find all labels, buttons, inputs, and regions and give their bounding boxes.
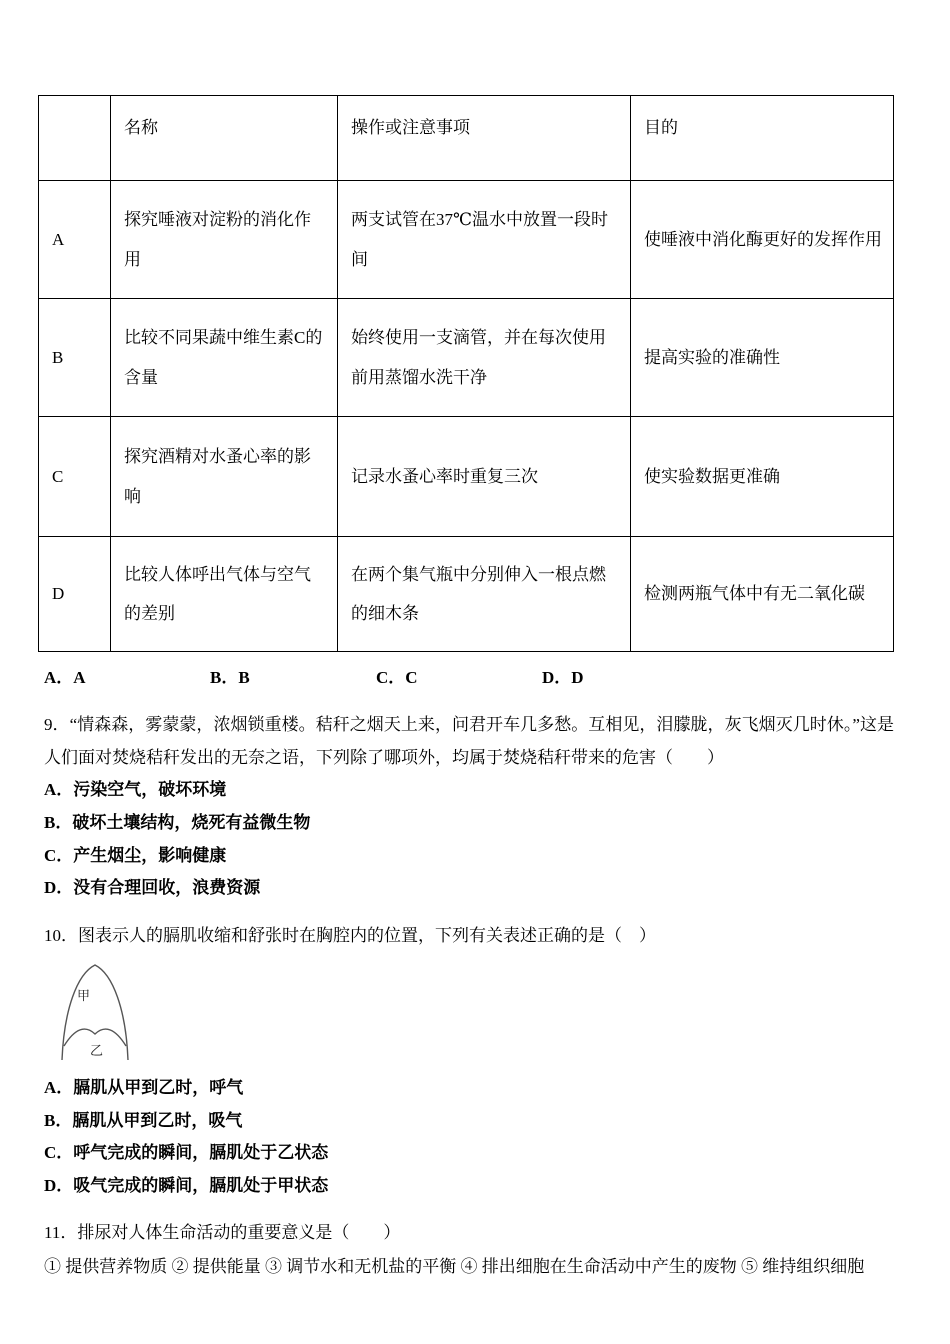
answer-choice-row [44, 662, 894, 694]
question-11-items: ① 提供营养物质 ② 提供能量 ③ 调节水和无机盐的平衡 ④ 排出细胞在生命活动中产生的废物 ⑤ 维持组织细胞 [44, 1256, 865, 1276]
row-name: 探究酒精对水蚤心率的影响 [111, 417, 338, 537]
row-name: 比较人体呼出气体与空气的差别 [111, 537, 338, 652]
table-row [39, 417, 894, 537]
header-name-cell: 名称 [111, 96, 338, 181]
question-10-text: 10．图表示人的膈肌收缩和舒张时在胸腔内的位置，下列有关表述正确的是（ ） [44, 925, 656, 945]
question-9 [44, 708, 894, 905]
row-label: D [39, 537, 111, 652]
experiment-table [38, 95, 894, 652]
row-label: A [39, 181, 111, 299]
header-purpose-cell: 目的 [631, 96, 894, 181]
answer-choice: C．C [376, 668, 418, 687]
header-operation-cell: 操作或注意事项 [338, 96, 631, 181]
row-operation: 两支试管在37℃温水中放置一段时间 [338, 181, 631, 299]
row-operation: 在两个集气瓶中分别伸入一根点燃的细木条 [338, 537, 631, 652]
diagram-label-yi: 乙 [90, 1042, 104, 1058]
row-purpose: 提高实验的准确性 [631, 299, 894, 417]
row-label: B [39, 299, 111, 417]
table-header-row [39, 96, 894, 181]
table-row [39, 299, 894, 417]
row-name: 探究唾液对淀粉的消化作用 [111, 181, 338, 299]
question-10 [44, 919, 894, 1203]
question-9-option-d: D．没有合理回收，浪费资源 [44, 878, 261, 898]
header-blank-cell [39, 96, 111, 181]
row-operation: 始终使用一支滴管，并在每次使用前用蒸馏水洗干净 [338, 299, 631, 417]
answer-choice: A．A [44, 668, 86, 687]
diagram-label-jia: 甲 [77, 987, 91, 1003]
diaphragm-diagram [50, 958, 894, 1070]
row-label: C [39, 417, 111, 537]
question-11 [44, 1216, 894, 1282]
row-name: 比较不同果蔬中维生素C的含量 [111, 299, 338, 417]
row-purpose: 使实验数据更准确 [631, 417, 894, 537]
answer-choice: B．B [210, 668, 250, 687]
row-purpose: 检测两瓶气体中有无二氧化碳 [631, 537, 894, 652]
diaphragm-diagram-svg [50, 958, 140, 1068]
question-9-option-a: A．污染空气，破坏环境 [44, 780, 227, 800]
row-operation: 记录水蚤心率时重复三次 [338, 417, 631, 537]
question-10-option-b: B．膈肌从甲到乙时，吸气 [44, 1110, 243, 1130]
question-11-text: 11．排尿对人体生命活动的重要意义是（ ） [44, 1223, 401, 1243]
row-purpose: 使唾液中消化酶更好的发挥作用 [631, 181, 894, 299]
question-9-option-c: C．产生烟尘，影响健康 [44, 845, 227, 865]
question-10-option-a: A．膈肌从甲到乙时，呼气 [44, 1077, 244, 1097]
question-9-option-b: B．破坏土壤结构，烧死有益微生物 [44, 812, 311, 832]
table-row [39, 537, 894, 652]
question-10-option-d: D．吸气完成的瞬间，膈肌处于甲状态 [44, 1175, 329, 1195]
question-10-option-c: C．呼气完成的瞬间，膈肌处于乙状态 [44, 1143, 329, 1163]
question-9-text: 9．“情森森，雾蒙蒙，浓烟锁重楼。秸秆之烟天上来，问君开车几多愁。互相见，泪朦胧，灰飞烟灭几时休。”这是人们面对焚烧秸秆发出的无奈之语，下列除了哪项外，均属于焚烧秸秆带来的危害（ ） [44, 715, 894, 768]
answer-choice: D．D [542, 668, 584, 687]
table-row [39, 181, 894, 299]
